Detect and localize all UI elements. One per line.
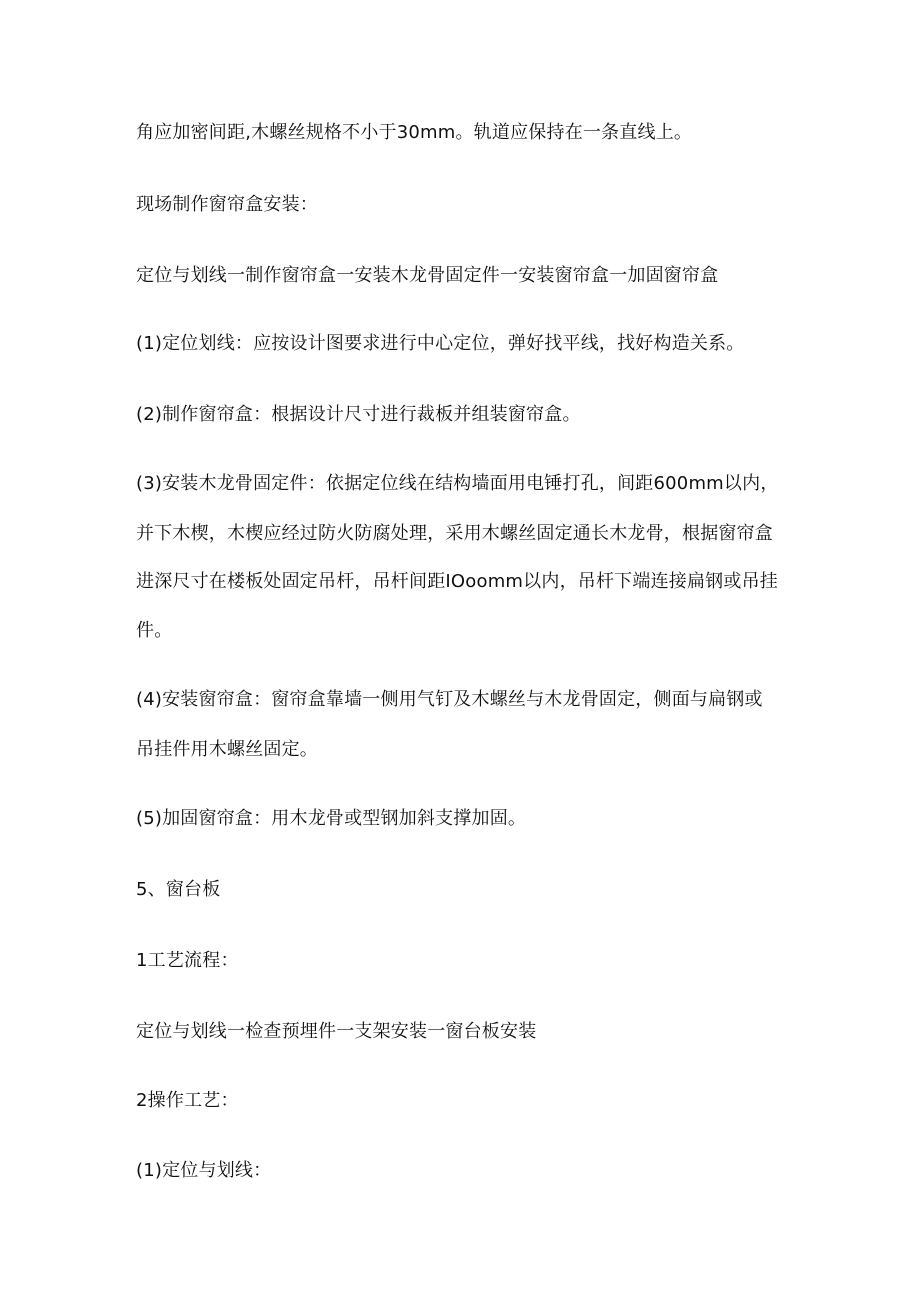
text-line-7: 并下木楔，木楔应经过防火防腐处理，采用木螺丝固定通长木龙骨，根据窗帘盒 — [136, 523, 773, 544]
section-heading: 5、窗台板 — [136, 879, 221, 900]
text-line-2: 现场制作窗帘盒安装： — [136, 194, 318, 215]
text-line-6: (3)安装木龙骨固定件：依据定位线在结构墙面用电锤打孔，间距600mm以内， — [136, 473, 779, 494]
text-line-5: (2)制作窗帘盒：根据设计尺寸进行裁板并组装窗帘盒。 — [136, 404, 581, 425]
text-line-11: 吊挂件用木螺丝固定。 — [136, 739, 318, 760]
text-line-1: 角应加密间距,木螺丝规格不小于30mm。轨道应保持在一条直线上。 — [136, 122, 693, 143]
text-line-17: (1)定位与划线： — [136, 1160, 272, 1181]
subsection-heading-1: 1工艺流程： — [136, 950, 239, 971]
text-line-8: 进深尺寸在楼板处固定吊杆，吊杆间距IOoomm以内，吊杆下端连接扁钢或吊挂 — [136, 571, 778, 592]
text-line-15: 定位与划线一检查预埋件一支架安装一窗台板安装 — [136, 1021, 537, 1042]
text-line-4: (1)定位划线：应按设计图要求进行中心定位，弹好找平线，找好构造关系。 — [136, 333, 745, 354]
text-line-12: (5)加固窗帘盒：用木龙骨或型钢加斜支撑加固。 — [136, 808, 527, 829]
text-line-3: 定位与划线一制作窗帘盒一安装木龙骨固定件一安装窗帘盒一加固窗帘盒 — [136, 265, 719, 286]
text-line-10: (4)安装窗帘盒：窗帘盒靠墙一侧用气钉及木螺丝与木龙骨固定，侧面与扁钢或 — [136, 689, 763, 710]
subsection-heading-2: 2操作工艺： — [136, 1090, 239, 1111]
text-line-9: 件。 — [136, 620, 173, 641]
